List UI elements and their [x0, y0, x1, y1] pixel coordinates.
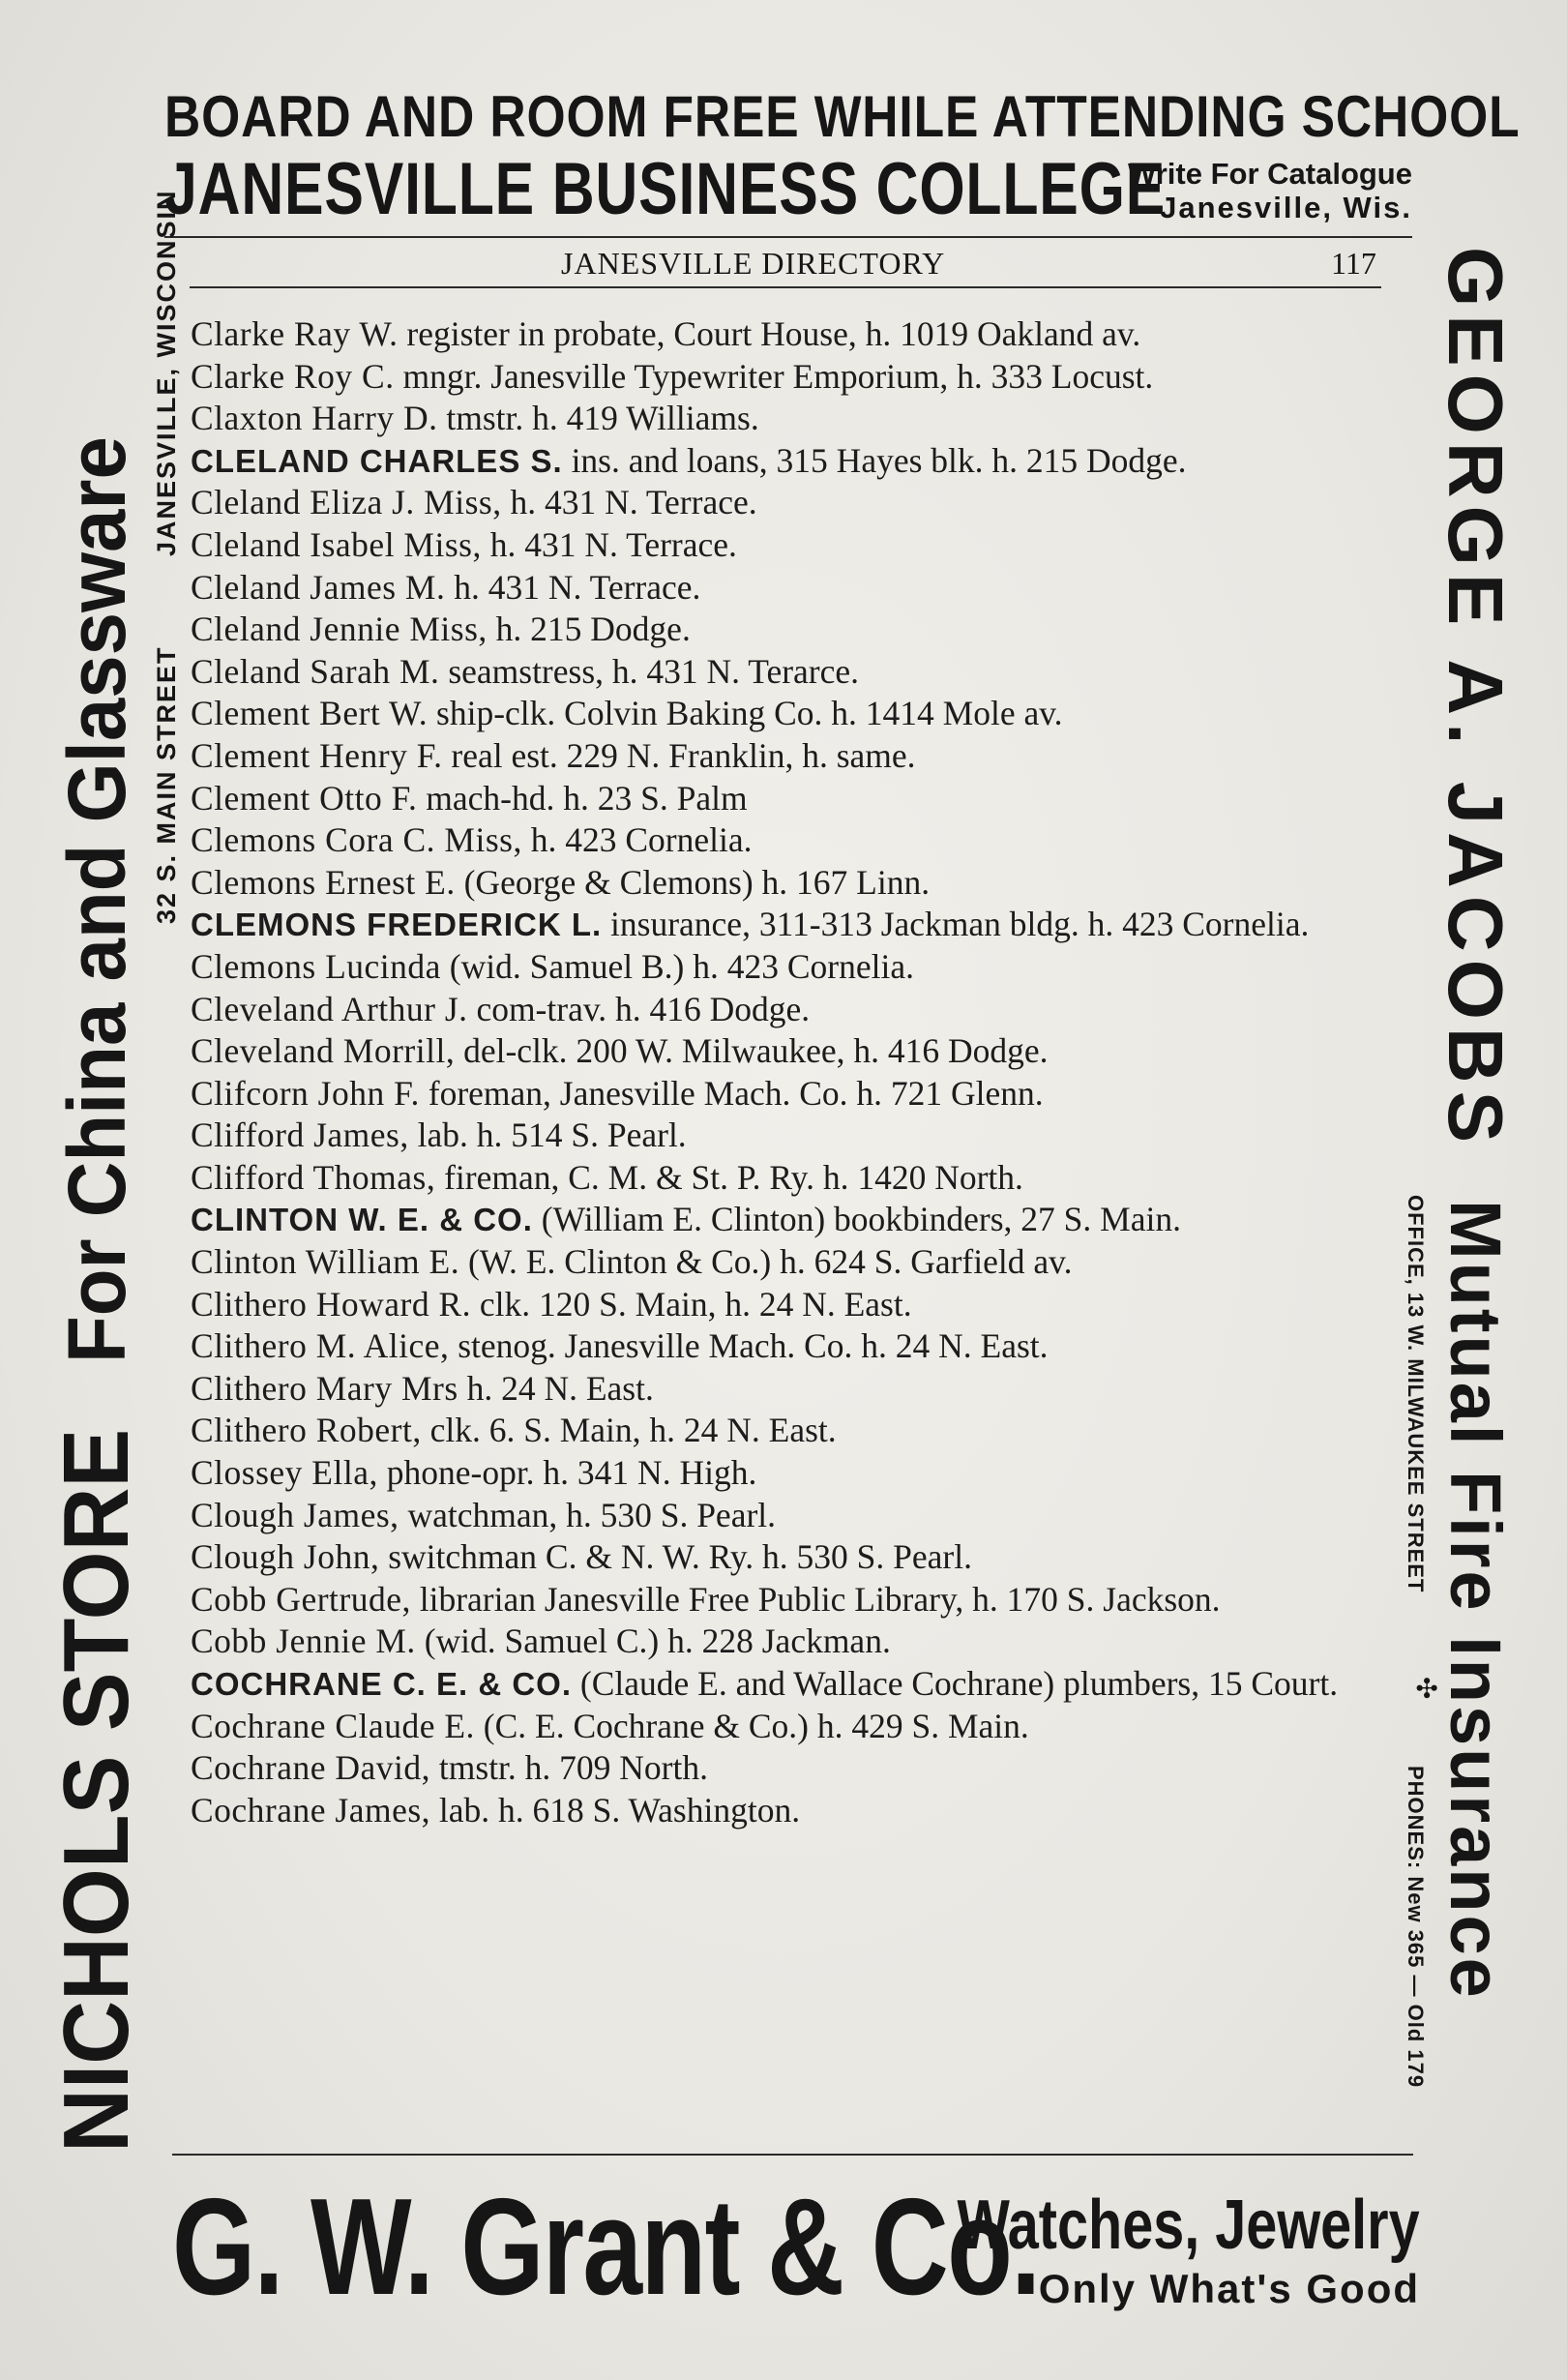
directory-entry: [191, 693, 1380, 735]
entry-name: Clithero Robert,: [191, 1411, 422, 1450]
entry-name: Clemons Lucinda: [191, 946, 441, 986]
entry-name: Cobb Gertrude,: [191, 1579, 411, 1619]
ad-catalogue-block: [1128, 157, 1412, 224]
entry-details: h. 431 N. Terrace.: [445, 567, 701, 607]
directory-entry: [191, 1747, 1380, 1790]
directory-entry: [191, 946, 1380, 989]
ad-grant-goods-block: [842, 2187, 1420, 2314]
entry-name: Clithero Howard R.: [191, 1284, 472, 1324]
entry-name: Cleland Eliza J. Miss,: [191, 483, 502, 522]
page-title: JANESVILLE DIRECTORY: [561, 246, 946, 281]
directory-entry: [191, 356, 1380, 399]
directory-entry: [191, 482, 1380, 524]
entry-details: h. 431 N. Terrace.: [501, 483, 757, 522]
entry-name: Clemons Cora C. Miss,: [191, 820, 522, 860]
directory-entry: [191, 904, 1380, 946]
entry-name: Clossey Ella,: [191, 1453, 378, 1493]
entry-name: Cochrane David,: [191, 1748, 431, 1788]
directory-entry: [191, 989, 1380, 1031]
entry-name: Clithero Mary Mrs: [191, 1368, 458, 1408]
directory-entry: [191, 862, 1380, 905]
directory-entry: [191, 819, 1380, 862]
ad-mutual-fire-insurance: Mutual Fire Insurance: [1435, 1200, 1516, 2001]
directory-entry: [191, 1073, 1380, 1116]
top-advertisement: [164, 84, 1521, 232]
directory-entry: [191, 1410, 1380, 1452]
entry-details: (William E. Clinton) bookbinders, 27 S. Main.: [532, 1200, 1181, 1239]
entry-details: lab. h. 618 S. Washington.: [430, 1790, 801, 1830]
ad-grant-firm: G. W. Grant & Co.: [172, 2170, 1040, 2324]
entry-details: ship-clk. Colvin Baking Co. h. 1414 Mole av.: [428, 694, 1063, 733]
entry-name: Clement Bert W.: [191, 694, 429, 733]
directory-entry: [191, 609, 1380, 651]
entry-details: h. 24 N. East.: [458, 1368, 654, 1408]
entry-name: Cleveland Morrill,: [191, 1031, 456, 1071]
entry-details: register in probate, Court House, h. 1019 Oakland av.: [398, 314, 1141, 353]
entry-details: (C. E. Cochrane & Co.) h. 429 S. Main.: [474, 1706, 1029, 1745]
entry-details: phone-opr. h. 341 N. High.: [377, 1453, 757, 1493]
entry-name: Clough James,: [191, 1495, 399, 1534]
entry-details: ins. and loans, 315 Hayes blk. h. 215 Dodge.: [562, 440, 1187, 480]
footer-rule: [172, 2154, 1413, 2156]
ad-grant-slogan: Only What's Good: [1038, 2266, 1420, 2311]
entry-name: Clifford Thomas,: [191, 1157, 436, 1197]
ad-catalogue-text: Write For Catalogue: [1128, 157, 1412, 191]
directory-entry: [191, 1579, 1380, 1621]
page-number: 117: [1331, 246, 1376, 281]
directory-entries: [191, 313, 1380, 1831]
ad-china-glassware: For China and Glassware: [51, 436, 142, 1364]
ad-jacobs-name: GEORGE A. JACOBS: [1433, 247, 1519, 1151]
entry-name: CLEMONS FREDERICK L.: [191, 907, 603, 943]
entry-name: Cochrane Claude E.: [191, 1706, 475, 1745]
entry-details: com-trav. h. 416 Dodge.: [467, 989, 811, 1028]
entry-name: Clifford James,: [191, 1116, 409, 1155]
directory-entry: [191, 651, 1380, 694]
ad-board-and-room: BOARD AND ROOM FREE WHILE ATTENDING SCHOOL: [164, 84, 1521, 149]
entry-name: CLELAND CHARLES S.: [191, 442, 563, 479]
entry-details: (George & Clemons) h. 167 Linn.: [455, 862, 931, 902]
ad-jacobs-office: OFFICE, 13 W. MILWAUKEE STREET: [1404, 1195, 1428, 1593]
entry-name: Cleland Isabel Miss,: [191, 524, 482, 564]
directory-entry: [191, 1452, 1380, 1495]
entry-details: clk. 120 S. Main, h. 24 N. East.: [471, 1284, 912, 1324]
directory-entry: [191, 1199, 1380, 1241]
directory-entry: [191, 440, 1380, 483]
entry-details: foreman, Janesville Mach. Co. h. 721 Glenn.: [419, 1073, 1044, 1113]
directory-entry: [191, 1706, 1380, 1748]
directory-entry: [191, 1284, 1380, 1326]
ornament-icon: ✣: [1410, 1677, 1442, 1700]
directory-entry: [191, 1368, 1380, 1411]
entry-details: (Claude E. and Wallace Cochrane) plumbers, 15 Court.: [572, 1664, 1339, 1703]
directory-entry: [191, 1621, 1380, 1663]
header-bottom-rule: [190, 286, 1381, 288]
entry-name: COCHRANE C. E. & CO.: [191, 1666, 573, 1702]
entry-details: stenog. Janesville Mach. Co. h. 24 N. East.: [449, 1326, 1049, 1366]
entry-details: switchman C. & N. W. Ry. h. 530 S. Pearl.: [379, 1537, 972, 1577]
entry-details: lab. h. 514 S. Pearl.: [408, 1116, 687, 1155]
entry-name: Clarke Ray W.: [191, 314, 399, 353]
entry-details: mngr. Janesville Typewriter Emporium, h. 333 Locust.: [394, 356, 1154, 396]
entry-name: Cobb Jennie M.: [191, 1621, 416, 1661]
entry-name: Clemons Ernest E.: [191, 862, 456, 902]
entry-details: del-clk. 200 W. Milwaukee, h. 416 Dodge.: [455, 1031, 1049, 1071]
ad-jacobs-phones: PHONES: New 365 — Old 179: [1404, 1766, 1428, 2089]
directory-entry: [191, 398, 1380, 440]
left-side-advertisement: [44, 189, 181, 2153]
entry-details: watchman, h. 530 S. Pearl.: [399, 1495, 777, 1534]
directory-entry: [191, 1495, 1380, 1537]
entry-name: Cleland James M.: [191, 567, 446, 607]
directory-entry: [191, 524, 1380, 567]
directory-entry: [191, 1157, 1380, 1200]
entry-details: h. 215 Dodge.: [487, 610, 691, 649]
directory-entry: [191, 1241, 1380, 1284]
directory-entry: [191, 1030, 1380, 1073]
ad-nichols-address: 32 S. MAIN STREET: [152, 645, 181, 924]
directory-entry: [191, 313, 1380, 356]
ad-college-line: [164, 148, 1412, 232]
directory-entry: [191, 778, 1380, 820]
entry-details: librarian Janesville Free Public Library, h. 170 S. Jackson.: [410, 1579, 1221, 1619]
entry-name: Cleland Sarah M.: [191, 651, 440, 691]
ad-nichols-store: NICHOLS STORE: [44, 1428, 148, 2153]
ad-college-name: JANESVILLE BUSINESS COLLEGE: [164, 148, 1167, 230]
ad-grant-goods: Watches, Jewelry: [957, 2187, 1420, 2264]
directory-entry: [191, 567, 1380, 610]
entry-name: Cleveland Arthur J.: [191, 989, 468, 1028]
ad-nichols-city: JANESVILLE, WISCONSIN: [152, 189, 181, 556]
entry-details: clk. 6. S. Main, h. 24 N. East.: [421, 1411, 837, 1450]
right-side-advertisement: [1404, 247, 1523, 2182]
directory-entry: [191, 1663, 1380, 1706]
entry-details: h. 423 Cornelia.: [521, 820, 753, 860]
entry-name: Clement Henry F.: [191, 735, 443, 775]
entry-details: (W. E. Clinton & Co.) h. 624 S. Garfield av.: [459, 1242, 1073, 1282]
entry-name: Clithero M. Alice,: [191, 1326, 450, 1366]
header-top-rule: [164, 236, 1412, 238]
entry-name: Cleland Jennie Miss,: [191, 610, 488, 649]
ad-catalogue-location: Janesville, Wis.: [1160, 191, 1412, 224]
directory-entry: [191, 735, 1380, 778]
entry-details: fireman, C. M. & St. P. Ry. h. 1420 North.: [435, 1157, 1023, 1197]
entry-name: Clough John,: [191, 1537, 380, 1577]
entry-name: Clinton William E.: [191, 1242, 460, 1282]
bottom-advertisement: [172, 2165, 1420, 2339]
entry-name: CLINTON W. E. & CO.: [191, 1202, 533, 1238]
directory-entry: [191, 1115, 1380, 1157]
entry-details: insurance, 311-313 Jackman bldg. h. 423 Cornelia.: [602, 905, 1310, 944]
entry-name: Claxton Harry D.: [191, 399, 438, 438]
entry-details: (wid. Samuel B.) h. 423 Cornelia.: [440, 946, 914, 986]
entry-name: Clarke Roy C.: [191, 356, 395, 396]
entry-details: (wid. Samuel C.) h. 228 Jackman.: [415, 1621, 891, 1661]
entry-details: mach-hd. h. 23 S. Palm: [417, 778, 748, 818]
entry-name: Clement Otto F.: [191, 778, 418, 818]
entry-details: tmstr. h. 419 Williams.: [437, 399, 759, 438]
entry-details: real est. 229 N. Franklin, h. same.: [442, 735, 916, 775]
directory-entry: [191, 1536, 1380, 1579]
entry-details: tmstr. h. 709 North.: [430, 1748, 708, 1788]
directory-entry: [191, 1325, 1380, 1368]
entry-name: Clifcorn John F.: [191, 1073, 420, 1113]
entry-details: seamstress, h. 431 N. Terarce.: [439, 651, 860, 691]
entry-name: Cochrane James,: [191, 1790, 431, 1830]
entry-details: h. 431 N. Terrace.: [481, 524, 737, 564]
directory-entry: [191, 1790, 1380, 1832]
